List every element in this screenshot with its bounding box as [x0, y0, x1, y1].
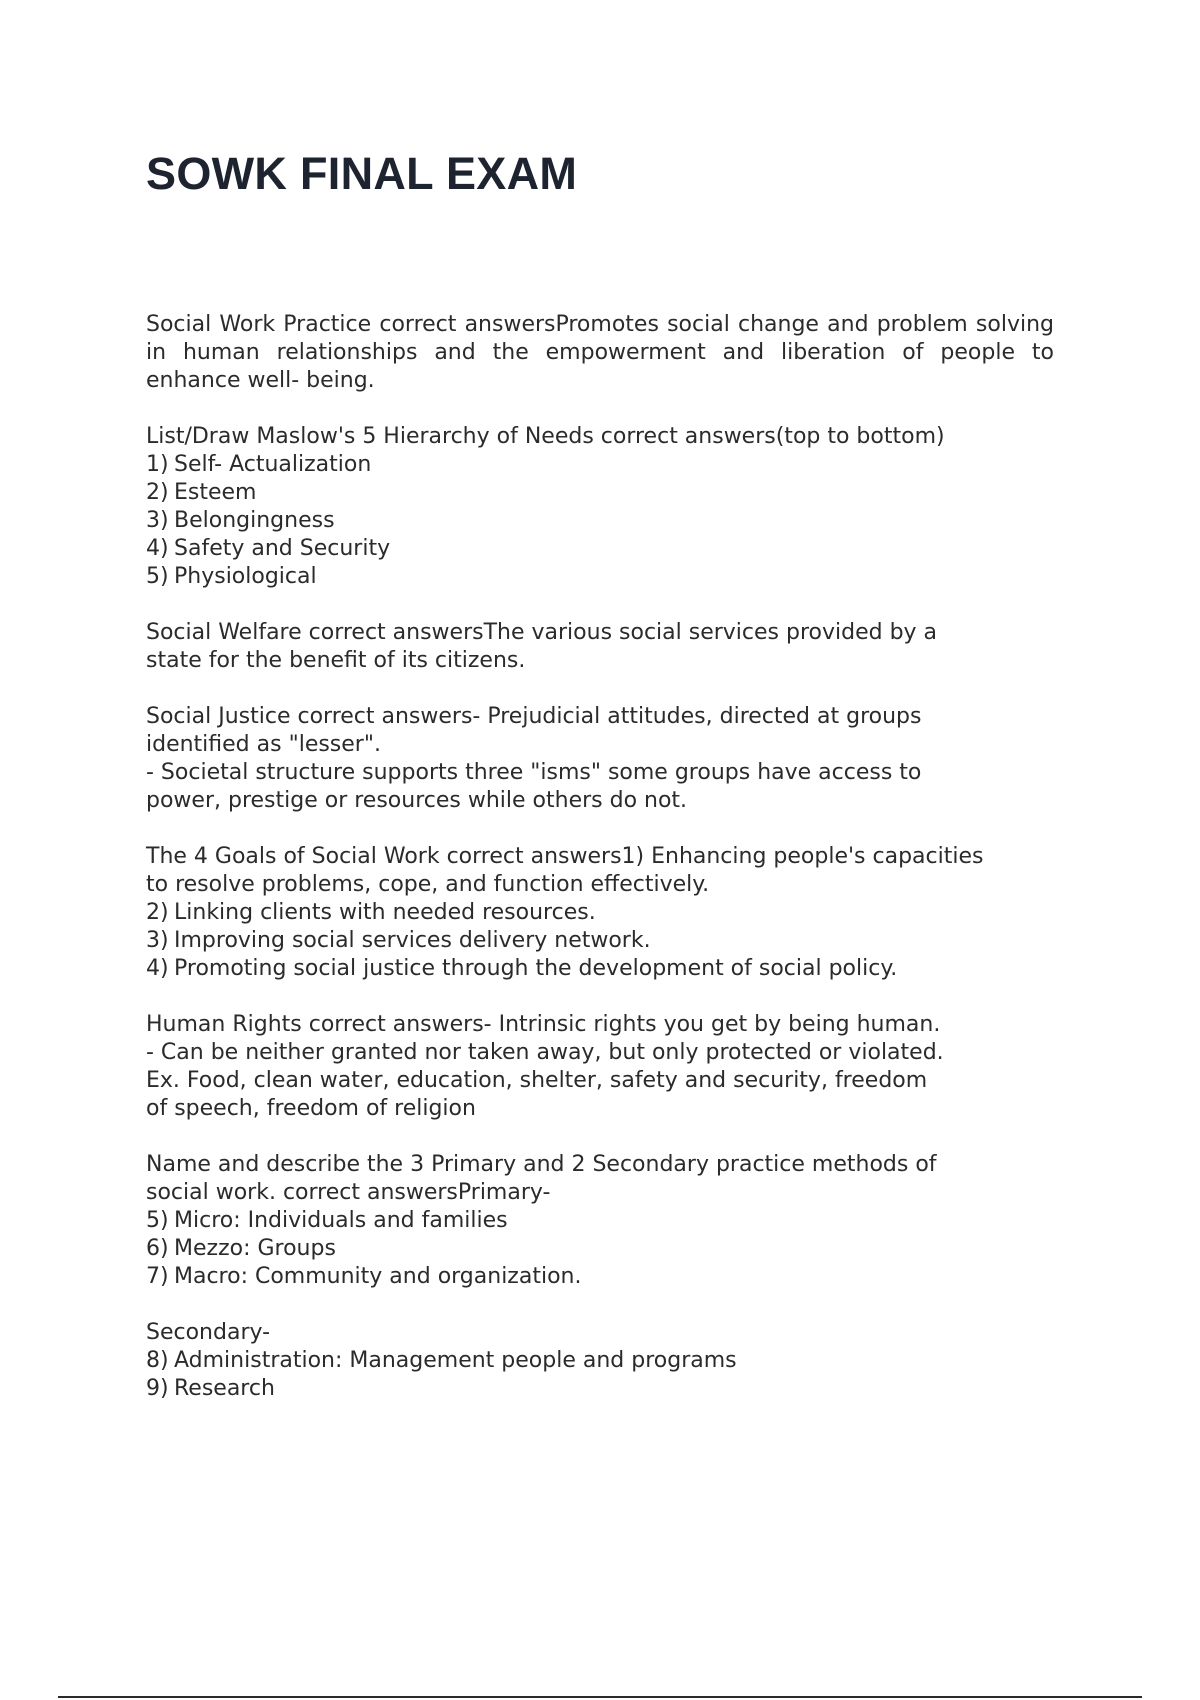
qa-entry-social-work-practice	[146, 311, 1054, 395]
list-number: 7)	[146, 1264, 169, 1289]
list-text: Macro: Community and organization.	[174, 1264, 582, 1289]
entry-text: to resolve problems, cope, and function effectively.	[146, 872, 710, 897]
list-number: 8)	[146, 1348, 169, 1373]
entry-text: social work. correct answersPrimary-	[146, 1180, 551, 1205]
list-item	[146, 1235, 1054, 1263]
list-number: 2)	[146, 480, 169, 505]
list-text: Physiological	[174, 564, 317, 589]
entry-text: Social Work Practice correct answersPromotes social change and problem solving in human relationships and the empowerment and liberation of people to enhance well- being.	[146, 312, 1054, 393]
entry-text: state for the benefit of its citizens.	[146, 648, 526, 673]
list-text: Research	[174, 1376, 275, 1401]
entry-text: The 4 Goals of Social Work correct answers1) Enhancing people's capacities	[146, 844, 984, 869]
list-text: Promoting social justice through the development of social policy.	[174, 956, 898, 981]
list-item	[146, 563, 1054, 591]
list-item	[146, 507, 1054, 535]
list-number: 4)	[146, 956, 169, 981]
list-item	[146, 899, 1054, 927]
list-text: Improving social services delivery network.	[174, 928, 651, 953]
page-title: SOWK FINAL EXAM	[146, 148, 578, 199]
list-text: Belongingness	[174, 508, 335, 533]
list-item	[146, 1263, 1054, 1291]
list-item	[146, 451, 1054, 479]
list-item	[146, 1375, 1054, 1403]
list-text: Administration: Management people and programs	[174, 1348, 737, 1373]
qa-entry-social-justice	[146, 703, 1054, 815]
list-item	[146, 1207, 1054, 1235]
list-text: Safety and Security	[174, 536, 391, 561]
entry-text: Name and describe the 3 Primary and 2 Secondary practice methods of	[146, 1152, 937, 1177]
entry-text: Ex. Food, clean water, education, shelter, safety and security, freedom	[146, 1068, 928, 1093]
entry-text: - Can be neither granted nor taken away, but only protected or violated.	[146, 1040, 944, 1065]
list-number: 5)	[146, 564, 169, 589]
entry-text: List/Draw Maslow's 5 Hierarchy of Needs correct answers(top to bottom)	[146, 424, 945, 449]
entry-text: power, prestige or resources while others do not.	[146, 788, 688, 813]
list-text: Micro: Individuals and families	[174, 1208, 508, 1233]
entry-text: identified as "lesser".	[146, 732, 381, 757]
list-text: Linking clients with needed resources.	[174, 900, 596, 925]
list-number: 3)	[146, 508, 169, 533]
list-number: 3)	[146, 928, 169, 953]
qa-entry-goals-of-social-work	[146, 843, 1054, 983]
qa-entry-maslow	[146, 423, 1054, 591]
list-number: 4)	[146, 536, 169, 561]
list-item	[146, 955, 1054, 983]
entry-text: - Societal structure supports three "isms" some groups have access to	[146, 760, 922, 785]
list-text: Mezzo: Groups	[174, 1236, 336, 1261]
footer-divider	[58, 1696, 1142, 1698]
list-number: 2)	[146, 900, 169, 925]
list-number: 5)	[146, 1208, 169, 1233]
list-text: Esteem	[174, 480, 257, 505]
list-number: 6)	[146, 1236, 169, 1261]
entry-text: Secondary-	[146, 1320, 271, 1345]
list-item	[146, 479, 1054, 507]
entry-text: Human Rights correct answers- Intrinsic rights you get by being human.	[146, 1012, 941, 1037]
qa-entry-social-welfare	[146, 619, 1054, 675]
paragraph-gap	[146, 1291, 1054, 1319]
entry-text: of speech, freedom of religion	[146, 1096, 476, 1121]
qa-entry-human-rights	[146, 1011, 1054, 1123]
entry-text: Social Welfare correct answersThe various social services provided by a	[146, 620, 938, 645]
entry-text: Social Justice correct answers- Prejudicial attitudes, directed at groups	[146, 704, 922, 729]
document-body	[146, 311, 1054, 1431]
list-number: 1)	[146, 452, 169, 477]
list-item	[146, 1347, 1054, 1375]
list-item	[146, 927, 1054, 955]
qa-entry-practice-methods	[146, 1151, 1054, 1403]
list-number: 9)	[146, 1376, 169, 1401]
list-text: Self- Actualization	[174, 452, 372, 477]
list-item	[146, 535, 1054, 563]
